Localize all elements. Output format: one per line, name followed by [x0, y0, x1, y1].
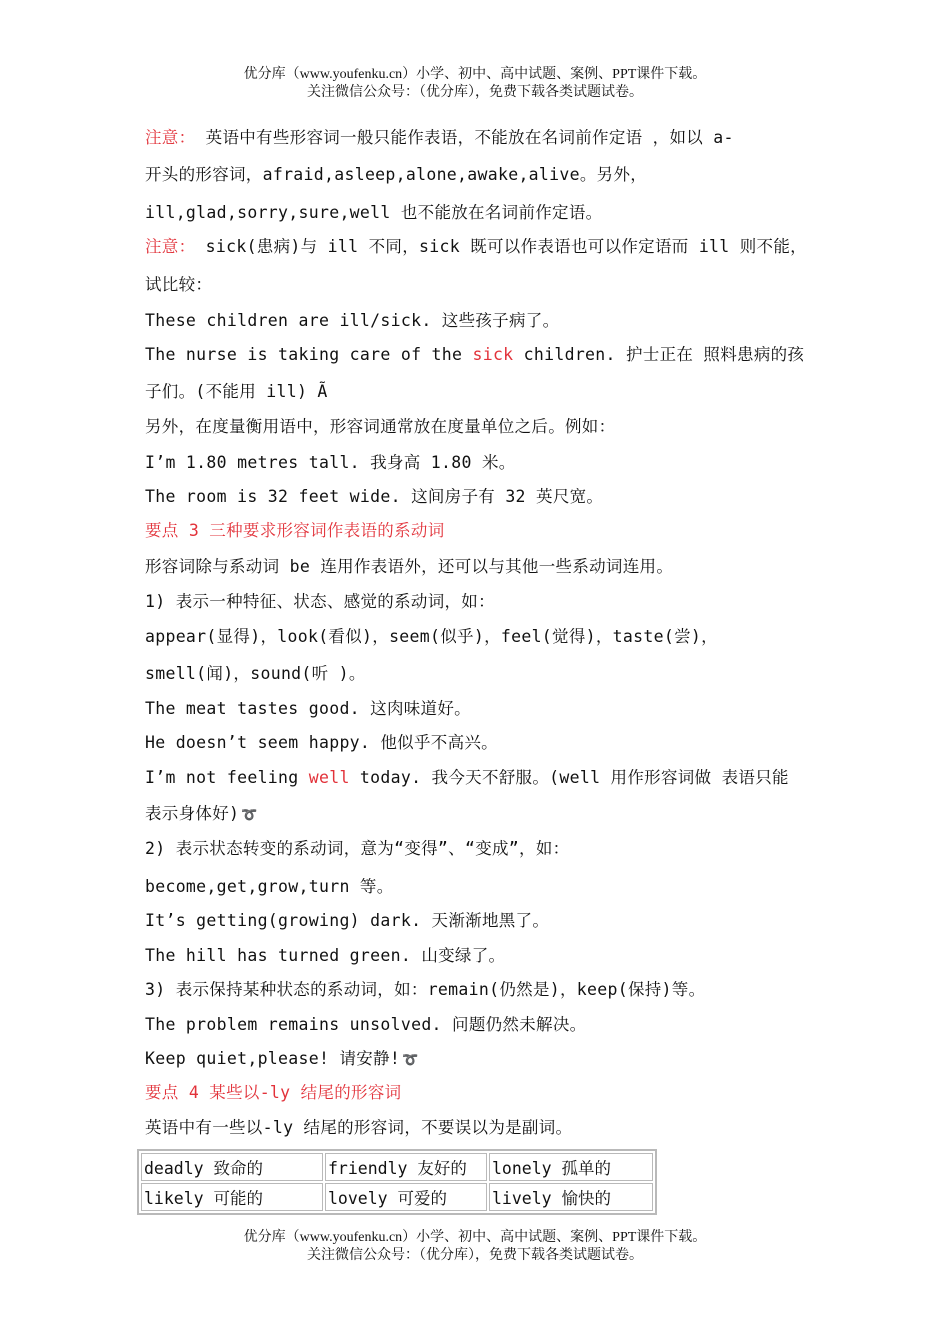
footer-line-2: 关注微信公众号：（优分库），免费下载各类试题试卷。 [307, 1248, 643, 1263]
example-nurse-before: The nurse is taking care of the [145, 345, 473, 364]
point3-sub2-example-2: The hill has turned green. 山变绿了。 [145, 946, 506, 965]
point3-sub3-title: 3) 表示保持某种状态的系动词，如：remain(仍然是)，keep(保持)等。 [145, 980, 706, 999]
point4-intro: 英语中有一些以-ly 结尾的形容词，不要误以为是副词。 [145, 1118, 573, 1137]
point3-sub1-example-1: The meat tastes good. 这肉味道好。 [145, 699, 471, 718]
note2-text-1: sick(患病)与 ill 不同，sick 既可以作表语也可以作定语而 ill 则不能， [195, 237, 807, 256]
point3-sub3-example-1: The problem remains unsolved. 问题仍然未解决。 [145, 1015, 587, 1034]
point3-sub1-example-3 [145, 767, 789, 789]
note2-line-2: 试比较： [145, 275, 213, 294]
table-cell: likely 可能的 [141, 1183, 323, 1211]
note2-label: 注意： [145, 237, 196, 256]
point3-sub3-ex2-text: Keep quiet,please! 请安静! [145, 1049, 401, 1068]
point3-sub1-title: 1) 表示一种特征、状态、感觉的系动词，如： [145, 592, 495, 611]
note2-line-1 [145, 236, 807, 258]
table-cell: lively 愉快的 [489, 1183, 653, 1211]
measure-example-2: The room is 32 feet wide. 这间房子有 32 英尺宽。 [145, 487, 604, 506]
point3-ex3-after: today. 我今天不舒服。(well 用作形容词做 表语只能 [349, 768, 789, 787]
table-cell: friendly 友好的 [325, 1153, 487, 1181]
measure-example-1: I’m 1.80 metres tall. 我身高 1.80 米。 [145, 453, 516, 472]
doodle-icon: ➰ [402, 1053, 419, 1068]
example-nurse-after: children. 护士正在 照料患病的孩 [513, 345, 805, 364]
doodle-icon: ➰ [241, 808, 258, 823]
note1-label: 注意： [145, 128, 196, 147]
point3-ex3-line2: 表示身体好) [145, 804, 240, 823]
point3-sub2-words: become,get,grow,turn 等。 [145, 877, 394, 896]
example-nurse-highlight: sick [472, 345, 514, 364]
point3-sub2-title: 2) 表示状态转变的系动词，意为“变得”、“变成”，如： [145, 839, 570, 858]
example-ill-sick: These children are ill/sick. 这些孩子病了。 [145, 311, 560, 330]
note1-text-1: 英语中有些形容词一般只能作表语，不能放在名词前作定语 ，如以 a- [195, 128, 734, 147]
page-header [0, 66, 950, 102]
point3-sub1-words-1: appear(显得)，look(看似)，seem(似乎)，feel(觉得)，taste(尝)， [145, 627, 718, 646]
measure-intro: 另外，在度量衡用语中，形容词通常放在度量单位之后。例如： [145, 417, 616, 436]
note1-line-3: ill,glad,sorry,sure,well 也不能放在名词前作定语。 [145, 203, 603, 222]
point3-intro: 形容词除与系动词 be 连用作表语外，还可以与其他一些系动词连用。 [145, 557, 674, 576]
point3-ex3-highlight: well [308, 768, 350, 787]
table-row [141, 1153, 653, 1181]
point3-sub1-example-2: He doesn’t seem happy. 他似乎不高兴。 [145, 733, 498, 752]
table-row [141, 1183, 653, 1211]
example-nurse-line-1 [145, 344, 804, 366]
note1-line-2: 开头的形容词，afraid,asleep,alone,awake,alive。另外， [145, 165, 648, 184]
point3-sub3-example-2 [145, 1048, 419, 1072]
note1-line-1 [145, 127, 734, 149]
table-cell: lonely 孤单的 [489, 1153, 653, 1181]
example-nurse-line-2: 子们。(不能用 ill) Ã [145, 382, 328, 401]
header-line-1: 优分库（www.youfenku.cn）小学、初中、高中试题、案例、PPT课件下载。 [243, 67, 707, 82]
point3-sub1-words-2: smell(闻)，sound(听 )。 [145, 664, 366, 683]
ly-adjective-table [137, 1149, 657, 1215]
table-cell: lovely 可爱的 [325, 1183, 487, 1211]
footer-line-1: 优分库（www.youfenku.cn）小学、初中、高中试题、案例、PPT课件下载。 [243, 1230, 707, 1245]
point3-ex3-before: I’m not feeling [145, 768, 309, 787]
point3-title: 要点 3 三种要求形容词作表语的系动词 [145, 521, 445, 540]
table-cell: deadly 致命的 [141, 1153, 323, 1181]
point3-sub2-example-1: It’s getting(growing) dark. 天渐渐地黑了。 [145, 911, 550, 930]
header-line-2: 关注微信公众号：（优分库），免费下载各类试题试卷。 [307, 85, 643, 100]
point4-title: 要点 4 某些以-ly 结尾的形容词 [145, 1083, 402, 1102]
point3-sub1-example-3-line-2 [145, 803, 258, 827]
page-footer [0, 1229, 950, 1265]
